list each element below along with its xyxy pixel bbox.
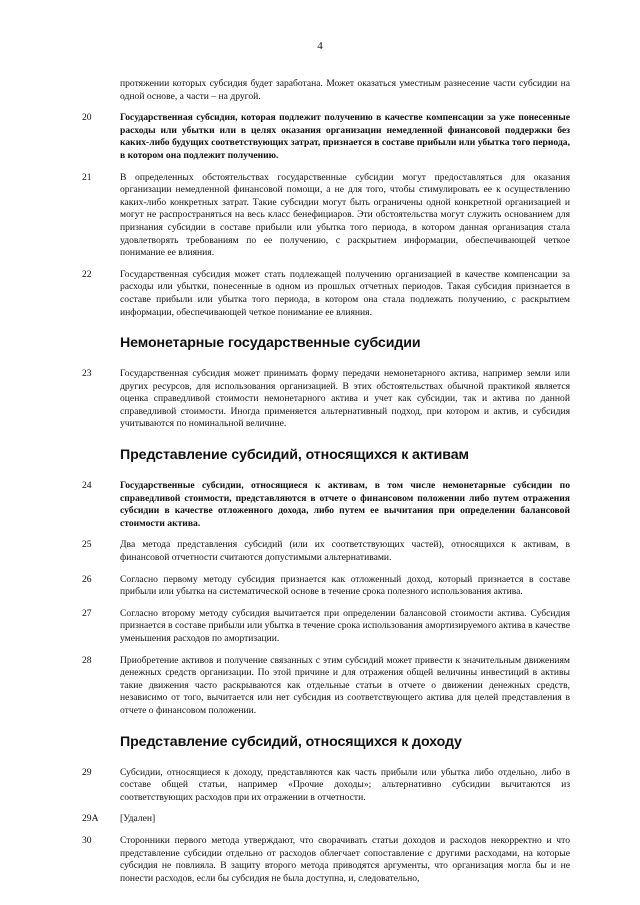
document-body — [82, 78, 570, 894]
page-number: 4 — [317, 40, 323, 52]
paragraph — [82, 655, 570, 718]
paragraph — [82, 480, 570, 530]
paragraph-number: 26 — [82, 573, 92, 585]
paragraph-text: протяжении которых субсидия будет заработана. Может оказаться уместным разнесение части субсидии на одной основе, а части – на другой. — [120, 78, 570, 102]
paragraph — [82, 539, 570, 564]
paragraph — [82, 269, 570, 319]
paragraph — [82, 78, 570, 103]
paragraph-text: Субсидии, относящиеся к доходу, представляются как часть прибыли или убытка либо отдельно, либо в составе общей статьи, например «Прочие доходы»; альтернативно субсидии вычитаются из соответствующих расходов при их отражении в отчетности. — [120, 766, 570, 803]
paragraph-text: В определенных обстоятельствах государственные субсидии могут предоставляться для оказания организации немедленной финансовой помощи, а не для того, чтобы стимулировать ее к осуществлению каких-либо конкретных затрат. Такие субсидии могут быть ограничены одной конкретной организацией и могут не распространяться на весь класс бенефициаров. Эти обстоятельства могут служить основанием для признания субсидии в составе прибыли или убытка того периода, в котором данная организация стала удовлетворять требованиям по ее получению, с раскрытием информации, обеспечивающей четкое понимание ее влияния. — [120, 171, 570, 259]
paragraph-text: Два метода представления субсидий (или их соответствующих частей), относящихся к активам, в финансовой отчетности считаются допустимыми альтернативами. — [120, 539, 570, 564]
paragraph-text: Приобретение активов и получение связанных с этим субсидий может привести к значительным движениям денежных средств организации. По этой причине и для отражения общей величины инвестиций в активы такие движения часто раскрываются как отдельные статьи в отчете о движении денежных средств, независимо от того, вычитается или нет субсидия из соответствующего актива для целей представления в отчете о финансовом положении. — [120, 654, 570, 716]
paragraph-number: 20 — [82, 112, 92, 124]
paragraph-text: Государственные субсидии, относящиеся к активам, в том числе немонетарные субсидии по справедливой стоимости, представляются в отчете о финансовом положении либо путем отражения субсидии в качестве отложенного дохода, либо путем ее вычитания при определении балансовой стоимости актива. — [120, 480, 570, 529]
paragraph-number: 23 — [82, 368, 92, 380]
paragraph-number: 22 — [82, 268, 92, 280]
paragraph-number: 29 — [82, 766, 92, 778]
paragraph-number: 25 — [82, 539, 92, 551]
paragraph-text: Государственная субсидия может принимать форму передачи немонетарного актива, например земли или других ресурсов, для использования организацией. В этих обстоятельствах обычной практикой является оценка справедливой стоимости немонетарного актива и учет как субсидии, так и актива по данной справедливой стоимости. Иногда применяется альтернативный подход, при котором и актив, и субсидия учитываются по номинальной величине. — [120, 368, 570, 430]
paragraph — [82, 767, 570, 805]
paragraph-number: 29A — [82, 813, 99, 825]
paragraph-text: Государственная субсидия, которая подлежит получению в качестве компенсации за уже понесенные расходы или убытки или в целях оказания организации немедленной финансовой поддержки без каких-либо будущих соответствующих затрат, признается в составе прибыли или убытка того периода, в котором она подлежит получению. — [120, 112, 570, 161]
paragraph-number: 30 — [82, 834, 92, 846]
section-heading: Представление субсидий, относящихся к доходу — [120, 733, 462, 750]
paragraph-text: Согласно второму методу субсидия вычитается при определении балансовой стоимости актива. Субсидия признается в составе прибыли или убытка в течение срока использования амортизируемого актива в качестве уменьшения расходов по амортизации. — [120, 607, 570, 644]
paragraph-number: 24 — [82, 480, 92, 492]
section-heading: Представление субсидий, относящихся к активам — [120, 447, 469, 464]
paragraph — [82, 172, 570, 260]
paragraph — [82, 835, 570, 885]
section-heading: Немонетарные государственные субсидии — [120, 335, 421, 352]
paragraph-number: 21 — [82, 171, 92, 183]
paragraph — [82, 368, 570, 431]
paragraph-text: Государственная субсидия может стать подлежащей получению организацией в качестве компенсации за расходы или убытки, понесенные в одном из прошлых отчетных периодов. Такая субсидия признается в составе прибыли или убытка того периода, в котором она стала подлежать получению, с раскрытием информации, обеспечивающей четкое понимание ее влияния. — [120, 268, 570, 318]
paragraph-text: Согласно первому методу субсидия признается как отложенный доход, который признается в составе прибыли или убытка на систематической основе в течение срока полезного использования актива. — [120, 573, 570, 598]
paragraph — [82, 608, 570, 646]
paragraph — [82, 112, 570, 162]
paragraph-text: Сторонники первого метода утверждают, что сворачивать статьи доходов и расходов некорректно и что представление субсидии отдельно от расходов облегчает сопоставление с другими расходами, на которые субсидия не повлияла. В защиту второго метода приводятся аргументы, что организация могла бы и не понести расходов, если бы субсидия не была доступна, и, следовательно, — [120, 834, 570, 884]
paragraph-text: [Удален] — [120, 813, 156, 825]
paragraph — [82, 813, 570, 826]
paragraph-number: 28 — [82, 654, 92, 666]
paragraph-number — [82, 78, 120, 103]
paragraph-number: 27 — [82, 607, 92, 619]
paragraph — [82, 574, 570, 599]
